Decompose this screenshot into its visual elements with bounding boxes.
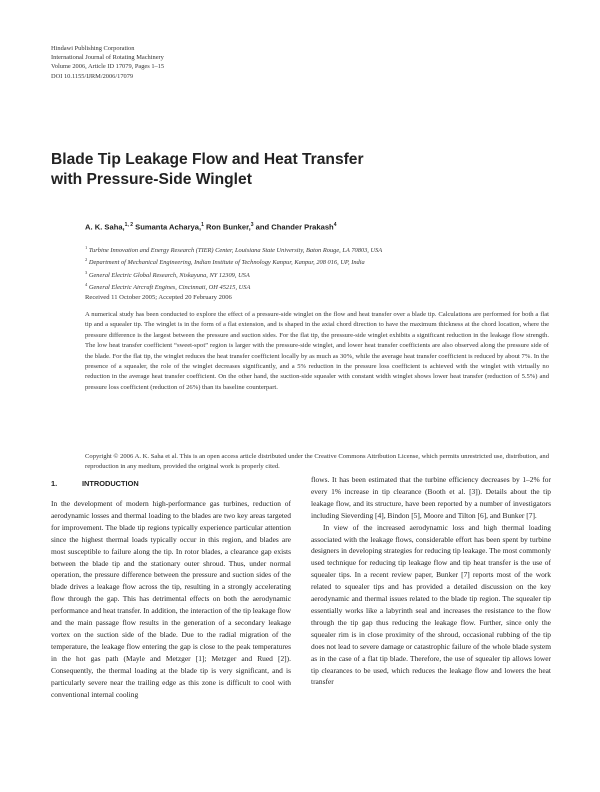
author-1: A. K. Saha, — [85, 222, 125, 232]
section-heading — [51, 479, 139, 488]
affiliation-number: 2 — [85, 257, 88, 263]
affiliation-text: General Electric Global Research, Niskayuna, NY 12309, USA — [88, 271, 250, 279]
affiliation-list — [85, 243, 382, 292]
doi: DOI 10.1155/IJRM/2006/17079 — [51, 72, 134, 80]
title-line-2: with Pressure-Side Winglet — [51, 171, 252, 188]
affiliation-text: General Electric Aircraft Engines, Cincinnati, OH 45215, USA — [88, 284, 251, 292]
affiliation — [85, 243, 382, 255]
volume-info: Volume 2006, Article ID 17079, Pages 1–15 — [51, 63, 165, 71]
author-1-affil: 1, 2 — [124, 222, 134, 228]
copyright-notice: Copyright © 2006 A. K. Saha et al. This is an open access article distributed under the Creative Commons Attribution License, which permits unrestricted use, distribution, and reproduction in any medium, provided the original work is properly cited. — [85, 453, 549, 471]
abstract: A numerical study has been conducted to explore the effect of a pressure-side winglet on the flow and heat transfer over a blade tip. Calculations are performed for both a flat tip and a squealer tip. The winglet is in the form of a flat extension, and is shaped in the axial chord direction to have the maximum thickness at the chord location, where the pressure difference is the largest between the pressure and suction sides. For the flat tip, the pressure-side winglet exhibits a significant reduction in the leakage flow strength. The low heat transfer coefficient “sweet-spot” region is larger with the pressure-side winglet, and lower heat transfer coefficients are also observed along the pressure side of the blade. For the flat tip, the winglet reduces the heat transfer coefficient locally by as much as 30%, while the average heat transfer coefficient is reduced by about 7%. In the presence of a squealer, the role of the winglet decreases significantly, and a 5% reduction in the pressure loss coefficient is achieved with the winglet with virtually no reduction in the average heat transfer coefficient. On the other hand, the suction-side squealer with constant width winglet shows lower heat transfer (reduction of 5.5%) and pressure loss coefficient (reduction of 26%) than its baseline counterpart. — [85, 311, 549, 391]
section-number: 1. — [51, 479, 58, 488]
affiliation — [85, 280, 382, 292]
section-title: INTRODUCTION — [82, 479, 139, 488]
affiliation-text: Turbine Innovation and Energy Research (TIER) Center, Louisiana State University, Baton Rouge, LA 70803, USA — [88, 247, 383, 255]
journal-name: International Journal of Rotating Machinery — [51, 54, 164, 62]
author-4-affil: 4 — [333, 222, 337, 228]
author-2-affil: 1 — [201, 222, 204, 228]
title-line-1: Blade Tip Leakage Flow and Heat Transfer — [51, 151, 364, 168]
affiliation-number: 4 — [85, 281, 88, 287]
paper-title — [51, 150, 551, 190]
affiliation-number: 1 — [85, 245, 88, 250]
paragraph: flows. It has been estimated that the turbine efficiency decreases by 1–2% for every 1% increase in tip clearance (Booth et al. [3]). Details about the tip leakage flow, and its structure, have been reported by a number of investigators including Sieverding [4], Bindon [5], Moore and Tilton [6], and Bunker [7]. — [311, 475, 551, 520]
author-3: Ron Bunker, — [203, 222, 251, 232]
received-dates: Received 11 October 2005; Accepted 20 February 2006 — [85, 294, 232, 301]
affiliation-text: Department of Mechanical Engineering, Indian Institute of Technology Kanpur, Kanpur, 208 016, UP, India — [88, 259, 365, 267]
affiliation — [85, 255, 382, 267]
journal-header — [51, 44, 164, 81]
author-3-affil: 3 — [250, 222, 254, 228]
publisher: Hindawi Publishing Corporation — [51, 45, 135, 52]
author-2: Sumanta Acharya, — [133, 222, 202, 232]
left-column — [51, 498, 291, 700]
author-list — [85, 222, 336, 232]
affiliation — [85, 268, 382, 280]
affiliation-number: 3 — [85, 269, 88, 275]
right-column — [311, 474, 551, 688]
author-4: and Chander Prakash — [253, 222, 334, 232]
paragraph: In the development of modern high-performance gas turbines, reduction of aerodynamic losses and thermal loading to the blades are two key areas targeted for improvement. The blade tip regions typically experience particular attention since the highest thermal loads typically occur in this region, and blades are most susceptible to failure along the tip. In rotor blades, a clearance gap exists between the blade tip and the stationary outer shroud. Thus, under normal operation, the pressure difference between the pressure and suction sides of the blade drives a leakage flow across the tip, resulting in a strongly accelerating flow through the gap. This has detrimental effects on both the aerodynamic performance and heat transfer. In addition, the interaction of the tip leakage flow and the main passage flow results in the generation of a secondary leakage vortex on the suction side of the blade. Due to the radial migration of the temperature, the leakage flow entering the gap is close to the peak temperatures in the hot gas path (Mayle and Metzger [1]; Metzger and Rued [2]). Consequently, the thermal loading at the blade tip is very significant, and is particularly severe near the trailing edge as this zone is difficult to cool with conventional internal cooling — [51, 499, 291, 699]
paragraph: In view of the increased aerodynamic loss and high thermal loading associated with the leakage flows, considerable effort has been spent by turbine designers in developing strategies for reducing tip leakage. The most commonly used technique for reducing tip leakage flow and tip heat transfer is the use of squealer tips. In a recent review paper, Bunker [7] reports most of the work related to squealer tips and has provided a detailed discussion on the key aerodynamic and thermal issues related to the blade tip region. The squealer tip essentially works like a labyrinth seal and increases the resistance to the flow through the tip gap thus reducing the leakage flow. Further, since only the squealer rim is in close proximity of the shroud, occasional rubbing of the tip does not lead to severe damage or catastrophic failure of the whole blade system as in the case of a flat tip blade. Therefore, the use of squealer tip allows lower tip clearances to be used, which reduces the leakage flow and lowers the heat transfer — [311, 522, 551, 687]
